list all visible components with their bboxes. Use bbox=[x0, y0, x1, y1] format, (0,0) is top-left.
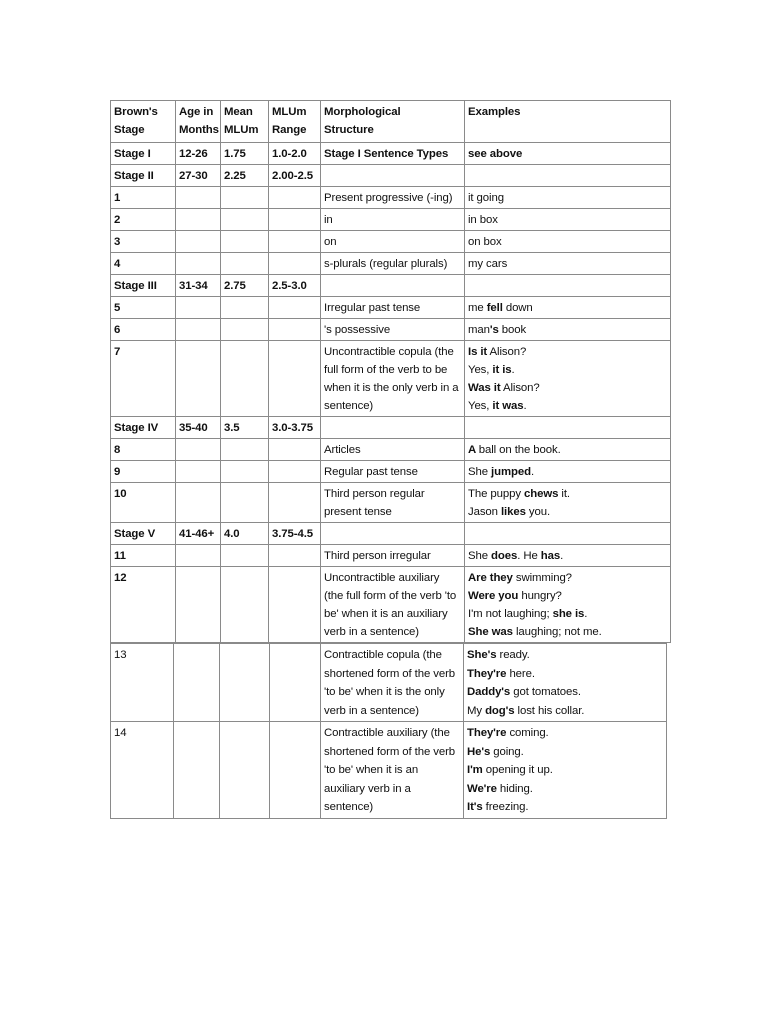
cell-age bbox=[176, 439, 221, 461]
cell-stage-text: 6 bbox=[114, 324, 121, 336]
cell-morphology-text: Present progressive (-ing) bbox=[324, 192, 453, 204]
cell-stage bbox=[111, 722, 174, 819]
cell-stage-text: Stage IV bbox=[114, 422, 159, 434]
cell-stage-text: 11 bbox=[114, 550, 126, 562]
header-range-text: Range bbox=[272, 124, 307, 136]
cell-age bbox=[176, 275, 221, 297]
cell-morphology bbox=[321, 209, 465, 231]
cell-mean-text: 3.5 bbox=[224, 422, 240, 434]
cell-range-text: 3.0-3.75 bbox=[272, 422, 313, 434]
cell-morphology-text: Irregular past tense bbox=[324, 302, 421, 314]
cell-age bbox=[176, 187, 221, 209]
cell-range-text: 2.5-3.0 bbox=[272, 280, 307, 292]
cell-morphology-text: Uncontractible copula (the bbox=[324, 346, 454, 358]
cell-stage-text: 14 bbox=[114, 727, 127, 739]
cell-morphology-text: 'to be' when it is an bbox=[324, 764, 419, 776]
cell-stage-text: 3 bbox=[114, 236, 121, 248]
cell-stage bbox=[111, 483, 176, 523]
cell-morphology bbox=[321, 439, 465, 461]
cell-range bbox=[269, 417, 321, 439]
cell-mean bbox=[221, 319, 269, 341]
cell-range bbox=[269, 297, 321, 319]
cell-mean bbox=[221, 567, 269, 643]
cell-mean bbox=[221, 143, 269, 165]
cell-morphology-text: sentence) bbox=[324, 801, 374, 813]
table-row bbox=[111, 567, 671, 643]
cell-age-text: 27-30 bbox=[179, 170, 208, 182]
cell-examples-text: She jumped. bbox=[468, 466, 535, 478]
cell-mean bbox=[220, 644, 270, 722]
cell-mean bbox=[221, 461, 269, 483]
cell-examples bbox=[465, 439, 671, 461]
cell-age bbox=[174, 644, 220, 722]
cell-morphology bbox=[321, 722, 464, 819]
cell-examples-text: me fell down bbox=[468, 302, 533, 314]
cell-range bbox=[269, 187, 321, 209]
cell-stage-text: 7 bbox=[114, 346, 121, 358]
cell-examples bbox=[465, 187, 671, 209]
header-age-text: Months bbox=[179, 124, 219, 136]
cell-stage bbox=[111, 439, 176, 461]
cell-examples-text: She does. He has. bbox=[468, 550, 564, 562]
cell-range bbox=[269, 143, 321, 165]
cell-age bbox=[176, 231, 221, 253]
cell-examples-text: We're hiding. bbox=[467, 782, 533, 795]
cell-age bbox=[176, 461, 221, 483]
cell-stage-text: Stage I bbox=[114, 148, 151, 160]
cell-examples bbox=[465, 523, 671, 545]
header-mean-text: MLUm bbox=[224, 124, 259, 136]
cell-stage-text: 1 bbox=[114, 192, 121, 204]
cell-mean-text: 1.75 bbox=[224, 148, 246, 160]
cell-age bbox=[176, 341, 221, 417]
cell-morphology bbox=[321, 253, 465, 275]
cell-stage-text: 2 bbox=[114, 214, 121, 226]
cell-age bbox=[176, 165, 221, 187]
cell-stage bbox=[111, 231, 176, 253]
cell-range bbox=[269, 275, 321, 297]
cell-examples-text: Were you hungry? bbox=[468, 590, 562, 602]
cell-morphology bbox=[321, 231, 465, 253]
cell-mean bbox=[221, 231, 269, 253]
cell-age bbox=[176, 143, 221, 165]
table-row bbox=[111, 417, 671, 439]
cell-range bbox=[270, 722, 321, 819]
cell-age bbox=[176, 297, 221, 319]
cell-examples-text: Was it Alison? bbox=[468, 382, 540, 394]
cell-range bbox=[269, 209, 321, 231]
cell-morphology-text: Contractible copula (the bbox=[324, 649, 442, 661]
table-row bbox=[111, 297, 671, 319]
table-row bbox=[111, 165, 671, 187]
cell-range bbox=[269, 567, 321, 643]
cell-morphology-text: on bbox=[324, 236, 337, 248]
cell-age-text: 35-40 bbox=[179, 422, 208, 434]
table-row bbox=[111, 275, 671, 297]
cell-morphology-text: s-plurals (regular plurals) bbox=[324, 258, 448, 270]
cell-examples-text: see above bbox=[468, 148, 523, 160]
cell-examples bbox=[465, 319, 671, 341]
cell-examples bbox=[465, 253, 671, 275]
cell-morphology-text: when it is the only verb in a bbox=[324, 382, 459, 394]
cell-range bbox=[269, 253, 321, 275]
cell-examples-text: Are they swimming? bbox=[468, 572, 572, 584]
cell-examples-text: man's book bbox=[468, 324, 527, 336]
cell-age-text: 12-26 bbox=[179, 148, 208, 160]
cell-age bbox=[176, 567, 221, 643]
cell-age bbox=[176, 545, 221, 567]
table-row bbox=[111, 341, 671, 417]
cell-morphology bbox=[321, 319, 465, 341]
cell-morphology-text: Third person regular bbox=[324, 488, 425, 500]
cell-morphology-text: sentence) bbox=[324, 400, 374, 412]
cell-range-text: 3.75-4.5 bbox=[272, 528, 313, 540]
cell-range bbox=[269, 461, 321, 483]
cell-range bbox=[269, 341, 321, 417]
table-row bbox=[111, 187, 671, 209]
cell-morphology-text: in bbox=[324, 214, 333, 226]
cell-morphology-text: verb in a sentence) bbox=[324, 626, 419, 638]
cell-age bbox=[176, 417, 221, 439]
table-row bbox=[111, 319, 671, 341]
cell-morphology-text: Articles bbox=[324, 444, 361, 456]
cell-mean bbox=[221, 297, 269, 319]
cell-examples-text: I'm opening it up. bbox=[467, 764, 553, 776]
cell-stage-text: 4 bbox=[114, 258, 121, 270]
browns-stages-table-continued bbox=[110, 643, 667, 819]
cell-stage-text: Stage V bbox=[114, 528, 156, 540]
cell-stage bbox=[111, 275, 176, 297]
cell-stage bbox=[111, 523, 176, 545]
cell-examples bbox=[465, 567, 671, 643]
header-range-text: MLUm bbox=[272, 106, 307, 118]
table-row bbox=[111, 209, 671, 231]
cell-morphology-text: (the full form of the verb 'to bbox=[324, 590, 457, 602]
table-row bbox=[111, 483, 671, 523]
table-row bbox=[111, 523, 671, 545]
cell-examples-text: in box bbox=[468, 214, 498, 226]
table-row bbox=[111, 644, 667, 722]
cell-stage-text: 5 bbox=[114, 302, 121, 314]
cell-stage-text: Stage III bbox=[114, 280, 157, 292]
cell-stage bbox=[111, 253, 176, 275]
cell-range bbox=[269, 523, 321, 545]
header-mean-text: Mean bbox=[224, 106, 253, 118]
cell-examples bbox=[465, 341, 671, 417]
header-examples bbox=[465, 101, 671, 143]
cell-morphology-text: shortened form of the verb bbox=[324, 745, 455, 758]
cell-stage bbox=[111, 417, 176, 439]
cell-age bbox=[176, 253, 221, 275]
cell-range bbox=[270, 644, 321, 722]
cell-morphology bbox=[321, 461, 465, 483]
cell-stage-text: 9 bbox=[114, 466, 121, 478]
cell-examples bbox=[465, 275, 671, 297]
cell-range bbox=[269, 319, 321, 341]
cell-examples-text: Yes, it is. bbox=[468, 364, 515, 376]
cell-range-text: 2.00-2.5 bbox=[272, 170, 313, 182]
cell-examples-text: Jason likes you. bbox=[468, 506, 551, 518]
cell-range bbox=[269, 231, 321, 253]
cell-stage-text: 13 bbox=[114, 649, 127, 661]
cell-morphology bbox=[321, 417, 465, 439]
cell-morphology-text: Third person irregular bbox=[324, 550, 431, 562]
header-examples-text: Examples bbox=[468, 106, 521, 118]
table-row bbox=[111, 231, 671, 253]
header-morphology-text: Morphological bbox=[324, 106, 401, 118]
cell-morphology bbox=[321, 545, 465, 567]
cell-examples-text: They're here. bbox=[467, 667, 535, 680]
cell-morphology-text: Contractible auxiliary (the bbox=[324, 727, 450, 739]
cell-stage bbox=[111, 187, 176, 209]
cell-morphology-text: full form of the verb to be bbox=[324, 364, 448, 376]
cell-range-text: 1.0-2.0 bbox=[272, 148, 307, 160]
cell-examples bbox=[465, 461, 671, 483]
cell-morphology bbox=[321, 483, 465, 523]
cell-range bbox=[269, 545, 321, 567]
table-row bbox=[111, 461, 671, 483]
table-row bbox=[111, 722, 667, 819]
cell-mean-text: 2.75 bbox=[224, 280, 246, 292]
cell-mean bbox=[221, 439, 269, 461]
cell-age bbox=[174, 722, 220, 819]
cell-stage bbox=[111, 461, 176, 483]
cell-morphology-text: verb in a sentence) bbox=[324, 704, 419, 717]
cell-range bbox=[269, 483, 321, 523]
cell-examples-text: it going bbox=[468, 192, 504, 204]
cell-age bbox=[176, 523, 221, 545]
cell-morphology-text: Regular past tense bbox=[324, 466, 418, 478]
cell-stage bbox=[111, 567, 176, 643]
cell-stage-text: 12 bbox=[114, 572, 127, 584]
cell-examples-text: Daddy's got tomatoes. bbox=[467, 686, 581, 698]
browns-stages-table bbox=[110, 100, 671, 643]
cell-examples-text: My dog's lost his collar. bbox=[467, 704, 585, 717]
header-morphology-text: Structure bbox=[324, 124, 374, 136]
cell-morphology bbox=[321, 567, 465, 643]
cell-examples-text: Is it Alison? bbox=[468, 346, 527, 358]
cell-morphology-text: Stage I Sentence Types bbox=[324, 148, 449, 160]
cell-examples bbox=[464, 722, 667, 819]
cell-range bbox=[269, 439, 321, 461]
cell-examples bbox=[464, 644, 667, 722]
header-mean bbox=[221, 101, 269, 143]
cell-mean bbox=[221, 545, 269, 567]
cell-examples bbox=[465, 545, 671, 567]
cell-mean bbox=[221, 165, 269, 187]
cell-morphology-text: 'to be' when it is the only bbox=[324, 686, 445, 698]
cell-age bbox=[176, 319, 221, 341]
header-age bbox=[176, 101, 221, 143]
cell-examples bbox=[465, 209, 671, 231]
cell-stage-text: 8 bbox=[114, 444, 121, 456]
cell-morphology-text: auxiliary verb in a bbox=[324, 782, 411, 795]
cell-examples-text: It's freezing. bbox=[467, 801, 529, 813]
cell-morphology bbox=[321, 143, 465, 165]
cell-examples-text: She was laughing; not me. bbox=[468, 626, 602, 638]
cell-examples bbox=[465, 297, 671, 319]
cell-stage bbox=[111, 209, 176, 231]
cell-examples bbox=[465, 165, 671, 187]
header-stage-text: Brown's bbox=[114, 106, 158, 118]
cell-morphology-text: present tense bbox=[324, 506, 392, 518]
cell-age-text: 41-46+ bbox=[179, 528, 215, 540]
cell-range bbox=[269, 165, 321, 187]
cell-morphology-text: 's possessive bbox=[324, 324, 391, 336]
cell-morphology bbox=[321, 341, 465, 417]
cell-mean bbox=[221, 483, 269, 523]
table-row bbox=[111, 439, 671, 461]
cell-stage-text: 10 bbox=[114, 488, 127, 500]
cell-stage bbox=[111, 143, 176, 165]
document bbox=[110, 100, 670, 819]
cell-morphology bbox=[321, 165, 465, 187]
cell-examples bbox=[465, 483, 671, 523]
cell-mean bbox=[221, 523, 269, 545]
cell-age bbox=[176, 483, 221, 523]
cell-examples bbox=[465, 231, 671, 253]
cell-examples-text: Yes, it was. bbox=[468, 400, 527, 412]
cell-stage bbox=[111, 545, 176, 567]
cell-mean bbox=[221, 417, 269, 439]
table-row bbox=[111, 253, 671, 275]
cell-morphology bbox=[321, 644, 464, 722]
cell-morphology-text: Uncontractible auxiliary bbox=[324, 572, 440, 584]
cell-age bbox=[176, 209, 221, 231]
cell-examples bbox=[465, 417, 671, 439]
cell-morphology bbox=[321, 523, 465, 545]
cell-morphology bbox=[321, 297, 465, 319]
cell-examples-text: She's ready. bbox=[467, 649, 530, 661]
cell-stage bbox=[111, 319, 176, 341]
cell-stage bbox=[111, 341, 176, 417]
header-morphology bbox=[321, 101, 465, 143]
cell-mean bbox=[221, 253, 269, 275]
cell-examples-text: A ball on the book. bbox=[468, 444, 561, 456]
cell-mean bbox=[221, 209, 269, 231]
cell-age-text: 31-34 bbox=[179, 280, 208, 292]
cell-examples-text: on box bbox=[468, 236, 502, 248]
cell-mean bbox=[220, 722, 270, 819]
cell-mean bbox=[221, 341, 269, 417]
cell-mean bbox=[221, 187, 269, 209]
table-row bbox=[111, 143, 671, 165]
cell-mean-text: 2.25 bbox=[224, 170, 246, 182]
cell-examples bbox=[465, 143, 671, 165]
cell-examples-text: They're coming. bbox=[467, 727, 549, 739]
cell-morphology bbox=[321, 275, 465, 297]
cell-examples-text: The puppy chews it. bbox=[468, 488, 570, 500]
cell-examples-text: my cars bbox=[468, 258, 508, 270]
cell-morphology-text: be' when it is an auxiliary bbox=[324, 608, 448, 620]
cell-stage bbox=[111, 165, 176, 187]
cell-examples-text: I'm not laughing; she is. bbox=[468, 608, 588, 620]
cell-stage bbox=[111, 644, 174, 722]
cell-morphology-text: shortened form of the verb bbox=[324, 667, 455, 680]
table-row bbox=[111, 545, 671, 567]
header-stage bbox=[111, 101, 176, 143]
table-header-row bbox=[111, 101, 671, 143]
cell-examples-text: He's going. bbox=[467, 745, 524, 758]
header-range bbox=[269, 101, 321, 143]
header-stage-text: Stage bbox=[114, 124, 145, 136]
cell-morphology bbox=[321, 187, 465, 209]
cell-stage-text: Stage II bbox=[114, 170, 154, 182]
cell-mean bbox=[221, 275, 269, 297]
cell-mean-text: 4.0 bbox=[224, 528, 240, 540]
header-age-text: Age in bbox=[179, 106, 214, 118]
cell-stage bbox=[111, 297, 176, 319]
